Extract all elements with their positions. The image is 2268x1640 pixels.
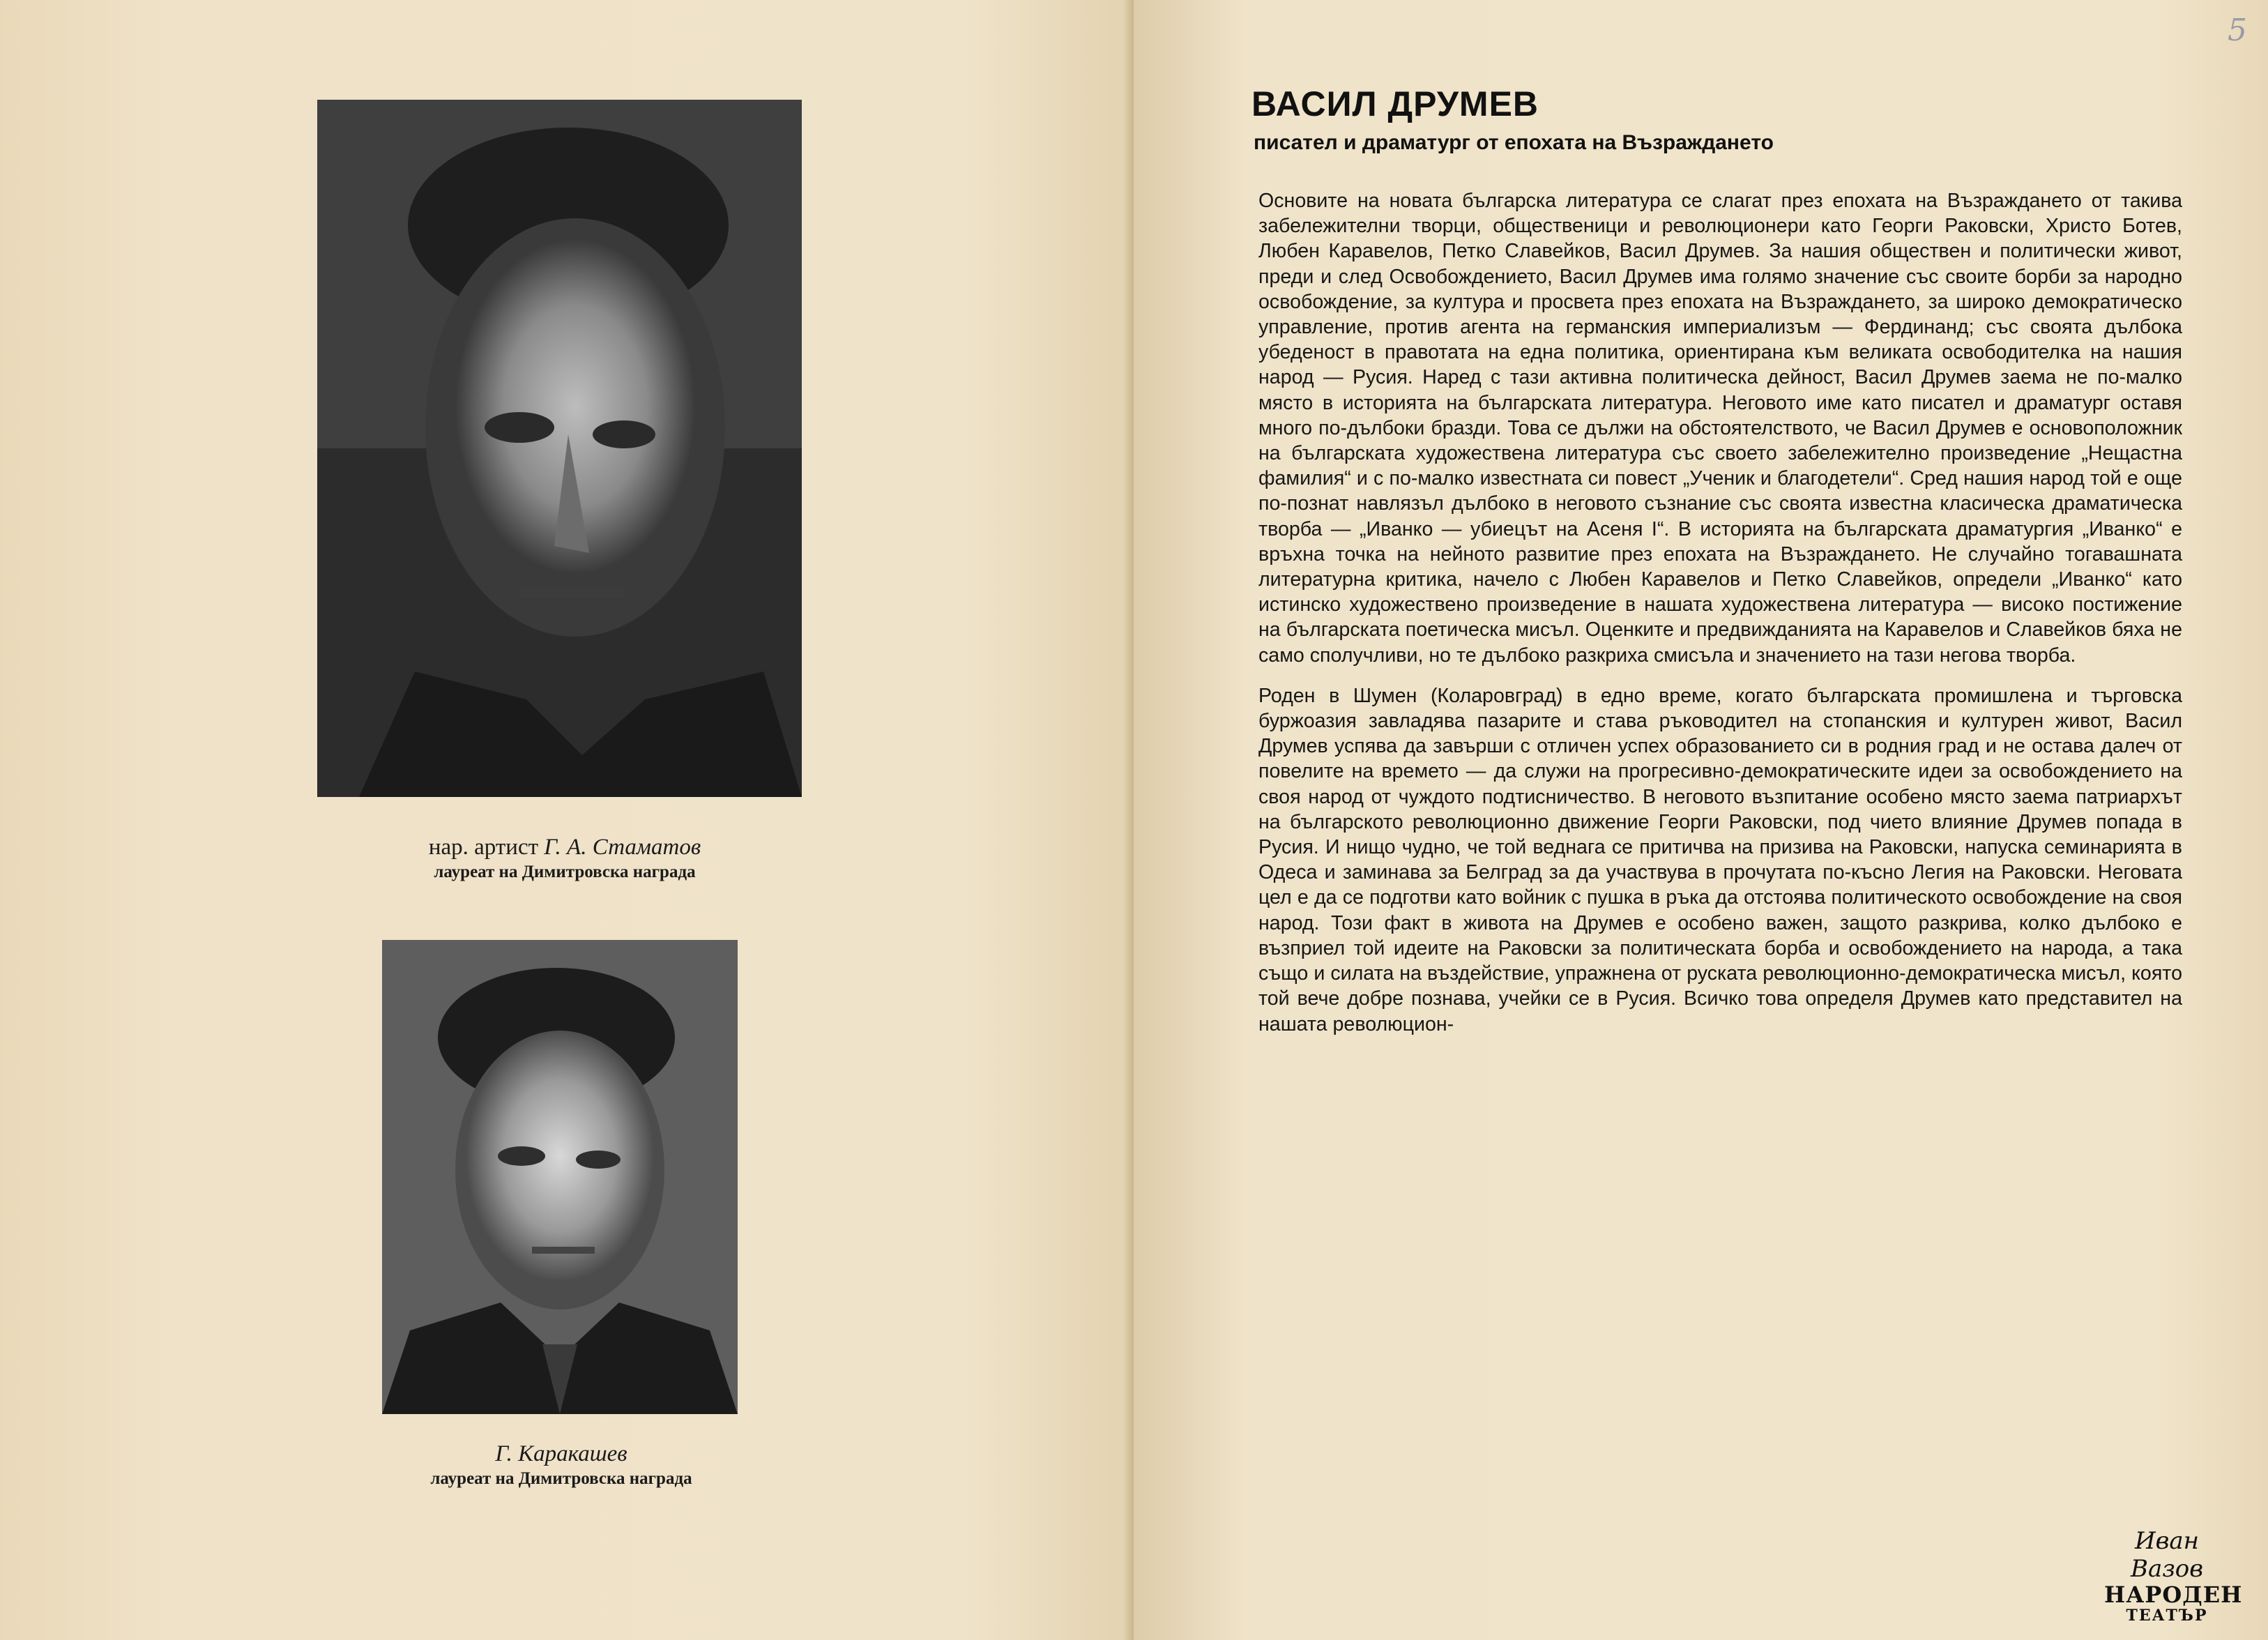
- article-body: [1258, 188, 2182, 1052]
- caption-name-line: [328, 833, 802, 861]
- page-number: 5: [2228, 13, 2247, 48]
- caption-name: Г. Каракашев: [495, 1441, 627, 1466]
- article-title: ВАСИЛ ДРУМЕВ: [1251, 84, 1539, 123]
- article-subtitle: писател и драматург от епохата на Възраждането: [1254, 131, 1774, 154]
- caption-prefix: нар. артист: [428, 835, 539, 860]
- caption-award: лауреат на Димитровска награда: [430, 1469, 692, 1488]
- logo-name-line2: ТЕАТЪР: [2126, 1607, 2208, 1625]
- portrait-caption-karakashev: [349, 1440, 774, 1490]
- article-paragraph: Основите на новата българска литература се слагат през епохата на Възраждането от такива забележителни творци, общественици и революционери като Георги Раковски, Христо Ботев, Любен Каравелов, Петко Славейков, Васил Друмев. За нашия обществен и политически живот, преди и след Освобождението, Васил Друмев има голямо значение със своите борби за народно освобождение, за култура и просвета през епохата на Възраждането, за широко демократическо управление, против агента на германския империализъм — Фердинанд; със своята дълбока убеденост в правотата на една политика, ориентирана към великата освободителка на нашия народ — Русия. Наред с тази активна политическа дейност, Васил Друмев заема не по-малко място в историята на българската литература. Неговото име като писател и драматург оставя много по-дълбоки бразди. Това се дължи на обстоятелството, че Васил Друмев е основоположник на българската художествена литература със своето забележително произведение „Нещастна фамилия“ и с по-малко известната си повест „Ученик и благодетели“. Сред нашия народ той е още по-познат навлязъл дълбоко в неговото съзнание със своята известна класическа драматическа творба — „Иванко — убиецът на Асеня I“. В историята на българската драматургия „Иванко“ е връхна точка на нейното развитие през епохата на Възраждането. Не случайно тогавашната литературна критика, начело с Любен Каравелов и Петко Славейков, определи „Иванко“ като истинско художествено произведение в нашата художествена литература — високо постижение на българската поетическа мисъл. Оценките и предвижданията на Каравелов и Славейков бяха не само сполучливи, но те дълбоко разкриха смисъла и значението на тази негова творба.: [1258, 190, 2182, 667]
- article-paragraph: Роден в Шумен (Коларовград) в едно време, когато българската промишлена и търговска буржоазия завладява пазарите и става ръководител на стопанския и културен живот, Васил Друмев успява да завърши с отличен успех образованието си в родния град и не остава далеч от повелите на времето — да служи на прогресивно-демократическите идеи за освобождението на своя народ от чуждото подтисничество. В неговото възпитание особено място заема патриархът на българското революционно движение Георги Раковски, под чието влияние Друмев попада в Русия. И нищо чудно, че той веднага се притичва на призива на Раковски, напуска семинарията в Одеса и заминава за Белград за да участвува в прочутата по-късно Легия на Раковски. Неговата цел е да се подготви като войник с пушка в ръка да отстоява политическото освобождение на своя народ. Този факт в живота на Друмев е особено важен, защото разкрива, колко дълбоко е възприел той идеите на Раковски за политическата борба и освобождението на народа, а така също и силата на въздействие, упражнена от руската революционно-демократическа мисъл, която той вече добре познава, учейки се в Русия. Всичко това определя Друмев като представител на нашата революцион-: [1258, 684, 2182, 1035]
- national-theatre-logo: [2104, 1527, 2243, 1625]
- portrait-photo-stamatov: [317, 100, 802, 797]
- logo-script: Иван Вазов: [2130, 1527, 2204, 1583]
- caption-award: лауреат на Димитровска награда: [434, 863, 696, 881]
- caption-name: Г. А. Стаматов: [544, 835, 701, 860]
- portrait-caption-stamatov: [328, 833, 802, 883]
- logo-name-line1: НАРОДЕН: [2104, 1581, 2243, 1608]
- portrait-photo-karakashev: [382, 940, 738, 1414]
